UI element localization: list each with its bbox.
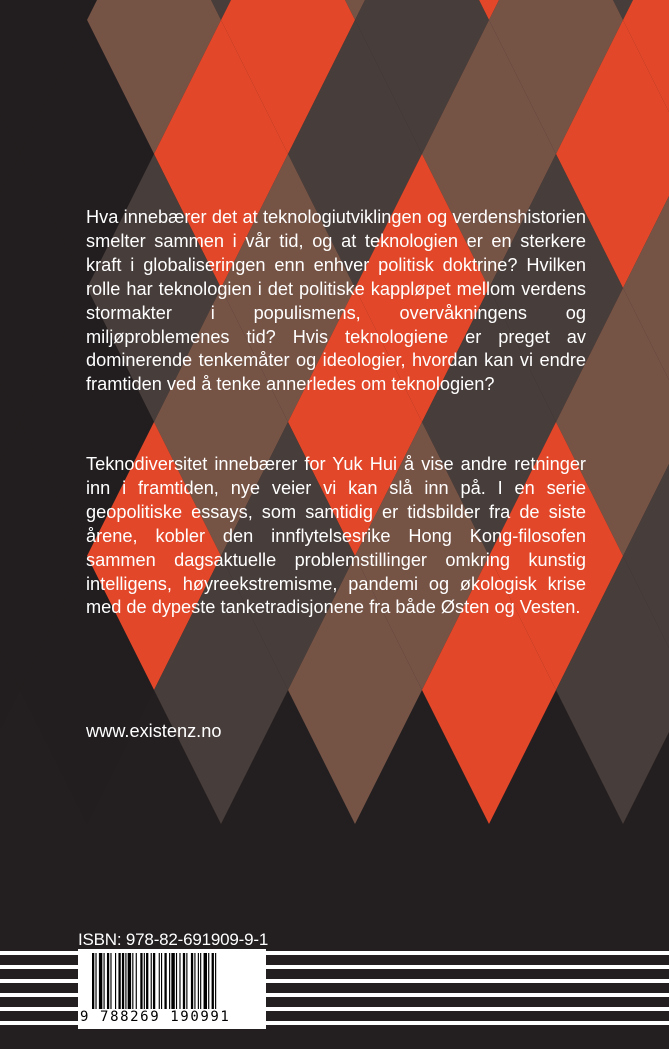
barcode-bar xyxy=(104,953,105,1009)
barcode-bar xyxy=(140,953,142,1009)
barcode-bars xyxy=(92,953,254,1011)
barcode-bar xyxy=(215,953,216,1009)
barcode-bar xyxy=(200,953,201,1009)
barcode-bar xyxy=(198,953,199,1009)
barcode-bar xyxy=(176,953,177,1009)
barcode-bar xyxy=(115,953,116,1009)
barcode-bar xyxy=(183,953,185,1009)
publisher-website[interactable]: www.existenz.no xyxy=(86,721,222,741)
barcode-bar xyxy=(146,953,148,1009)
barcode-bar xyxy=(186,953,187,1009)
barcode-bar xyxy=(107,953,109,1009)
barcode-bar xyxy=(169,953,170,1009)
barcode-bar xyxy=(136,953,137,1009)
barcode-bar xyxy=(191,953,193,1009)
barcode-bar xyxy=(118,953,120,1009)
barcode-bar xyxy=(92,953,94,1009)
barcode-bar xyxy=(171,953,174,1009)
barcode-bar xyxy=(99,953,102,1009)
barcode-bar xyxy=(164,953,166,1009)
barcode-bar xyxy=(194,953,195,1009)
description-paragraph-1: Hva innebærer det at teknologiutviklingen og verdenshistorien smelter sammen i vår tid, og at teknologien er en sterkere kraft i globaliseringen enn enhver politisk doktrine? Hvilken rolle har teknologien i det politiske kappløpet mellom verdens stormakter i populismens, overvåkningens og miljøproblemenes tid? Hvis teknologiene er preget av dominerende tenkemåter og ideologier, hvordan kan vi endre framtiden ved å tenke annerledes om teknologien? xyxy=(86,207,586,395)
barcode-digits: 9 788269 190991 xyxy=(80,1009,231,1025)
isbn-label: ISBN: 978-82-691909-9-1 xyxy=(78,930,269,949)
barcode-bar xyxy=(110,953,111,1009)
barcode-bar xyxy=(128,953,131,1009)
barcode-bar xyxy=(161,953,162,1009)
description-paragraph-2: Teknodiversitet innebærer for Yuk Hui å vise andre retninger inn i framtiden, nye veier vi kan slå inn på. I en serie geopolitiske essays, som samtidig er tidsbilder fra de siste årene, kobler den innflytelsesrike Hong Kong-filosofen sammen dagsaktuelle problemstillinger omkring kunstig intelligens, høyreekstremisme, pandemi og økologisk krise med de dypeste tanketradisjonene fra både Østen og Vesten. xyxy=(86,454,586,618)
barcode-bar xyxy=(144,953,145,1009)
barcode-bar xyxy=(153,953,155,1009)
barcode-bar xyxy=(95,953,96,1009)
barcode-bar xyxy=(159,953,160,1009)
barcode-bar xyxy=(204,953,207,1009)
barcode-bar xyxy=(125,953,126,1009)
barcode-bar xyxy=(122,953,124,1009)
barcode-bar xyxy=(179,953,180,1009)
barcode-bar xyxy=(132,953,133,1009)
barcode-bar xyxy=(212,953,214,1009)
barcode-bar xyxy=(151,953,152,1009)
barcode xyxy=(78,949,266,1029)
barcode-bar xyxy=(208,953,209,1009)
